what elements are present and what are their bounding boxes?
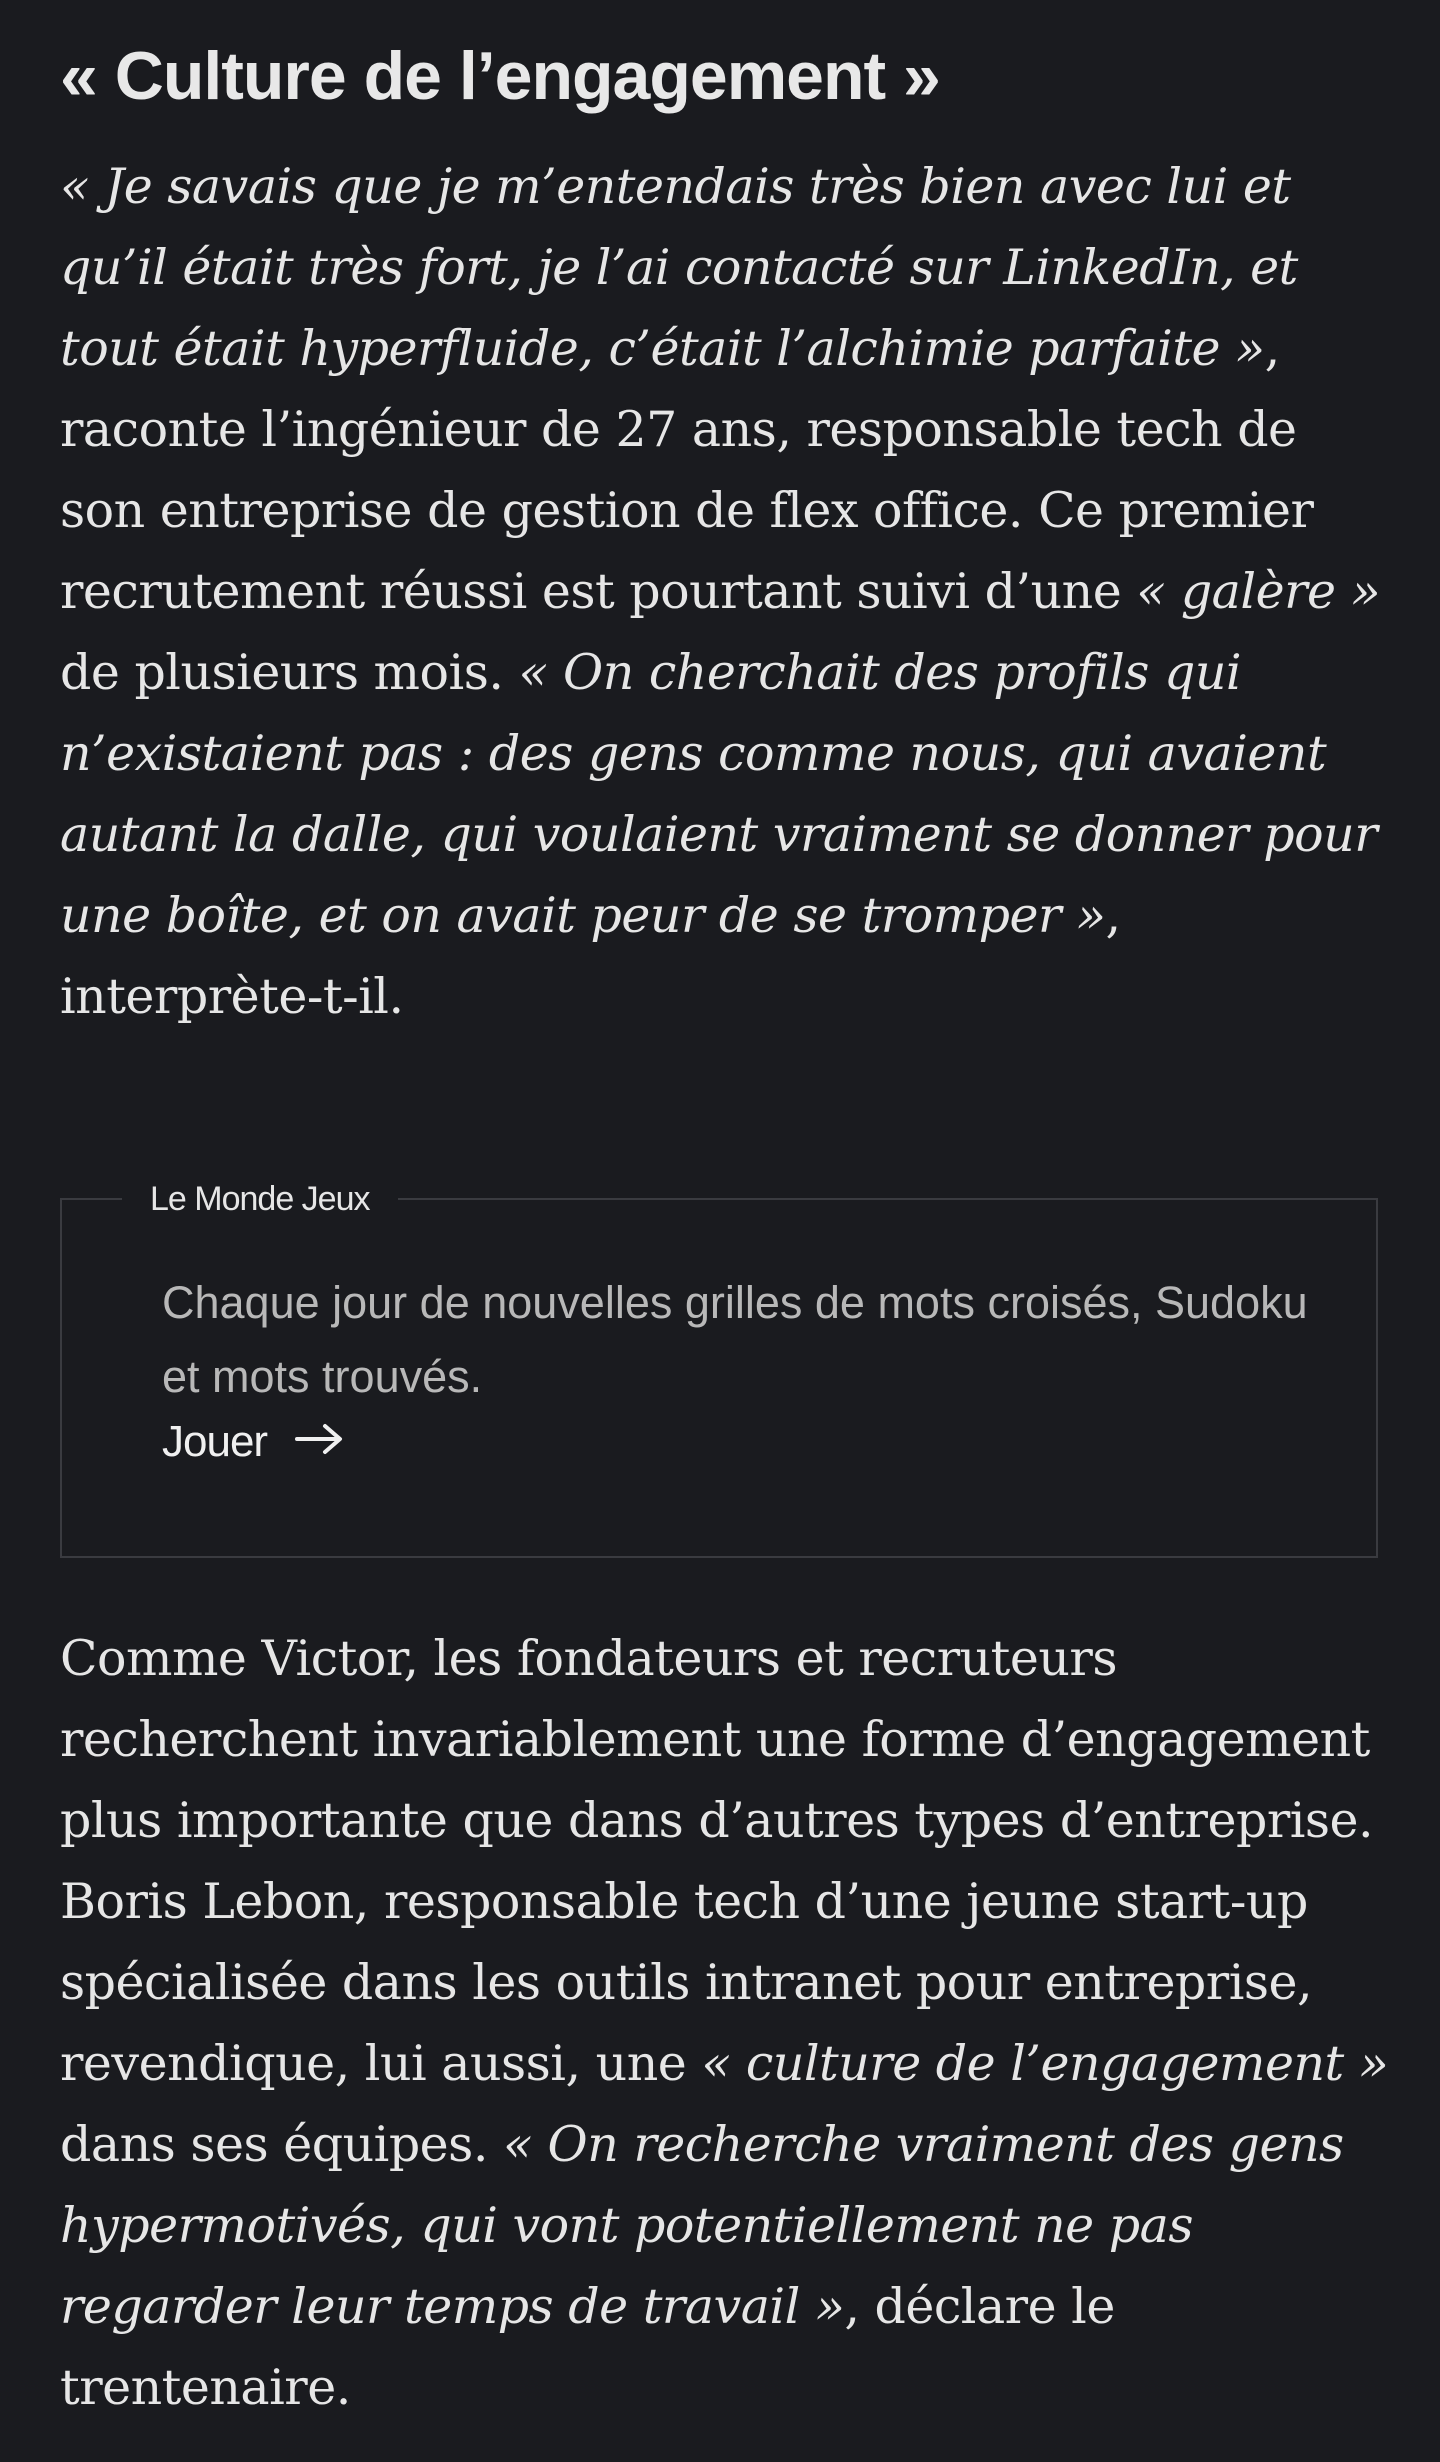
- body-text: , déclare le trentenaire.: [60, 2278, 1115, 2416]
- body-text: de plusieurs mois.: [60, 644, 519, 701]
- body-text: Comme Victor, les fondateurs et recruteurs recherchent invariablement une forme d’engagement plus importante que dans d’autres types d’entreprise. Boris Lebon, responsable tech d’une jeune start-up spécialisée dans les outils intranet pour entreprise, revendique, lui aussi, une: [60, 1630, 1374, 2092]
- quote-text: « On recherche vraiment des gens hypermotivés, qui vont potentiellement ne pas regarder leur temps de travail »: [60, 2116, 1344, 2335]
- play-link-label: Jouer: [162, 1417, 268, 1466]
- body-text: , interprète-t-il.: [60, 887, 1121, 1025]
- body-text: dans ses équipes.: [60, 2116, 503, 2173]
- section-heading: « Culture de l’engagement »: [60, 38, 940, 114]
- article-paragraph-2: [60, 1618, 1390, 2428]
- promo-label-text: Le Monde Jeux: [122, 1178, 398, 1220]
- body-text: , raconte l’ingénieur de 27 ans, responsable tech de son entreprise de gestion de flex office. Ce premier recrutement réussi est pourtant suivi d’une: [60, 320, 1314, 620]
- article-paragraph-1: [60, 146, 1390, 1037]
- promo-description: Chaque jour de nouvelles grilles de mots croisés, Sudoku et mots trouvés.: [162, 1277, 1308, 1402]
- article-body: [60, 0, 1390, 1037]
- games-promo-box: [60, 1180, 1378, 1558]
- quote-text: « galère »: [1136, 563, 1381, 620]
- arrow-right-icon: [295, 1412, 345, 1472]
- promo-label: [22, 1178, 426, 1220]
- quote-text: « Je savais que je m’entendais très bien avec lui et qu’il était très fort, je l’ai contacté sur LinkedIn, et tout était hyperfluide, c’était l’alchimie parfaite »: [60, 158, 1298, 377]
- quote-text: « culture de l’engagement »: [701, 2035, 1389, 2092]
- play-link[interactable]: [162, 1412, 345, 1472]
- quote-text: « On cherchait des profils qui n’existaient pas : des gens comme nous, qui avaient autant la dalle, qui voulaient vraiment se donner pour une boîte, et on avait peur de se tromper »: [60, 644, 1378, 944]
